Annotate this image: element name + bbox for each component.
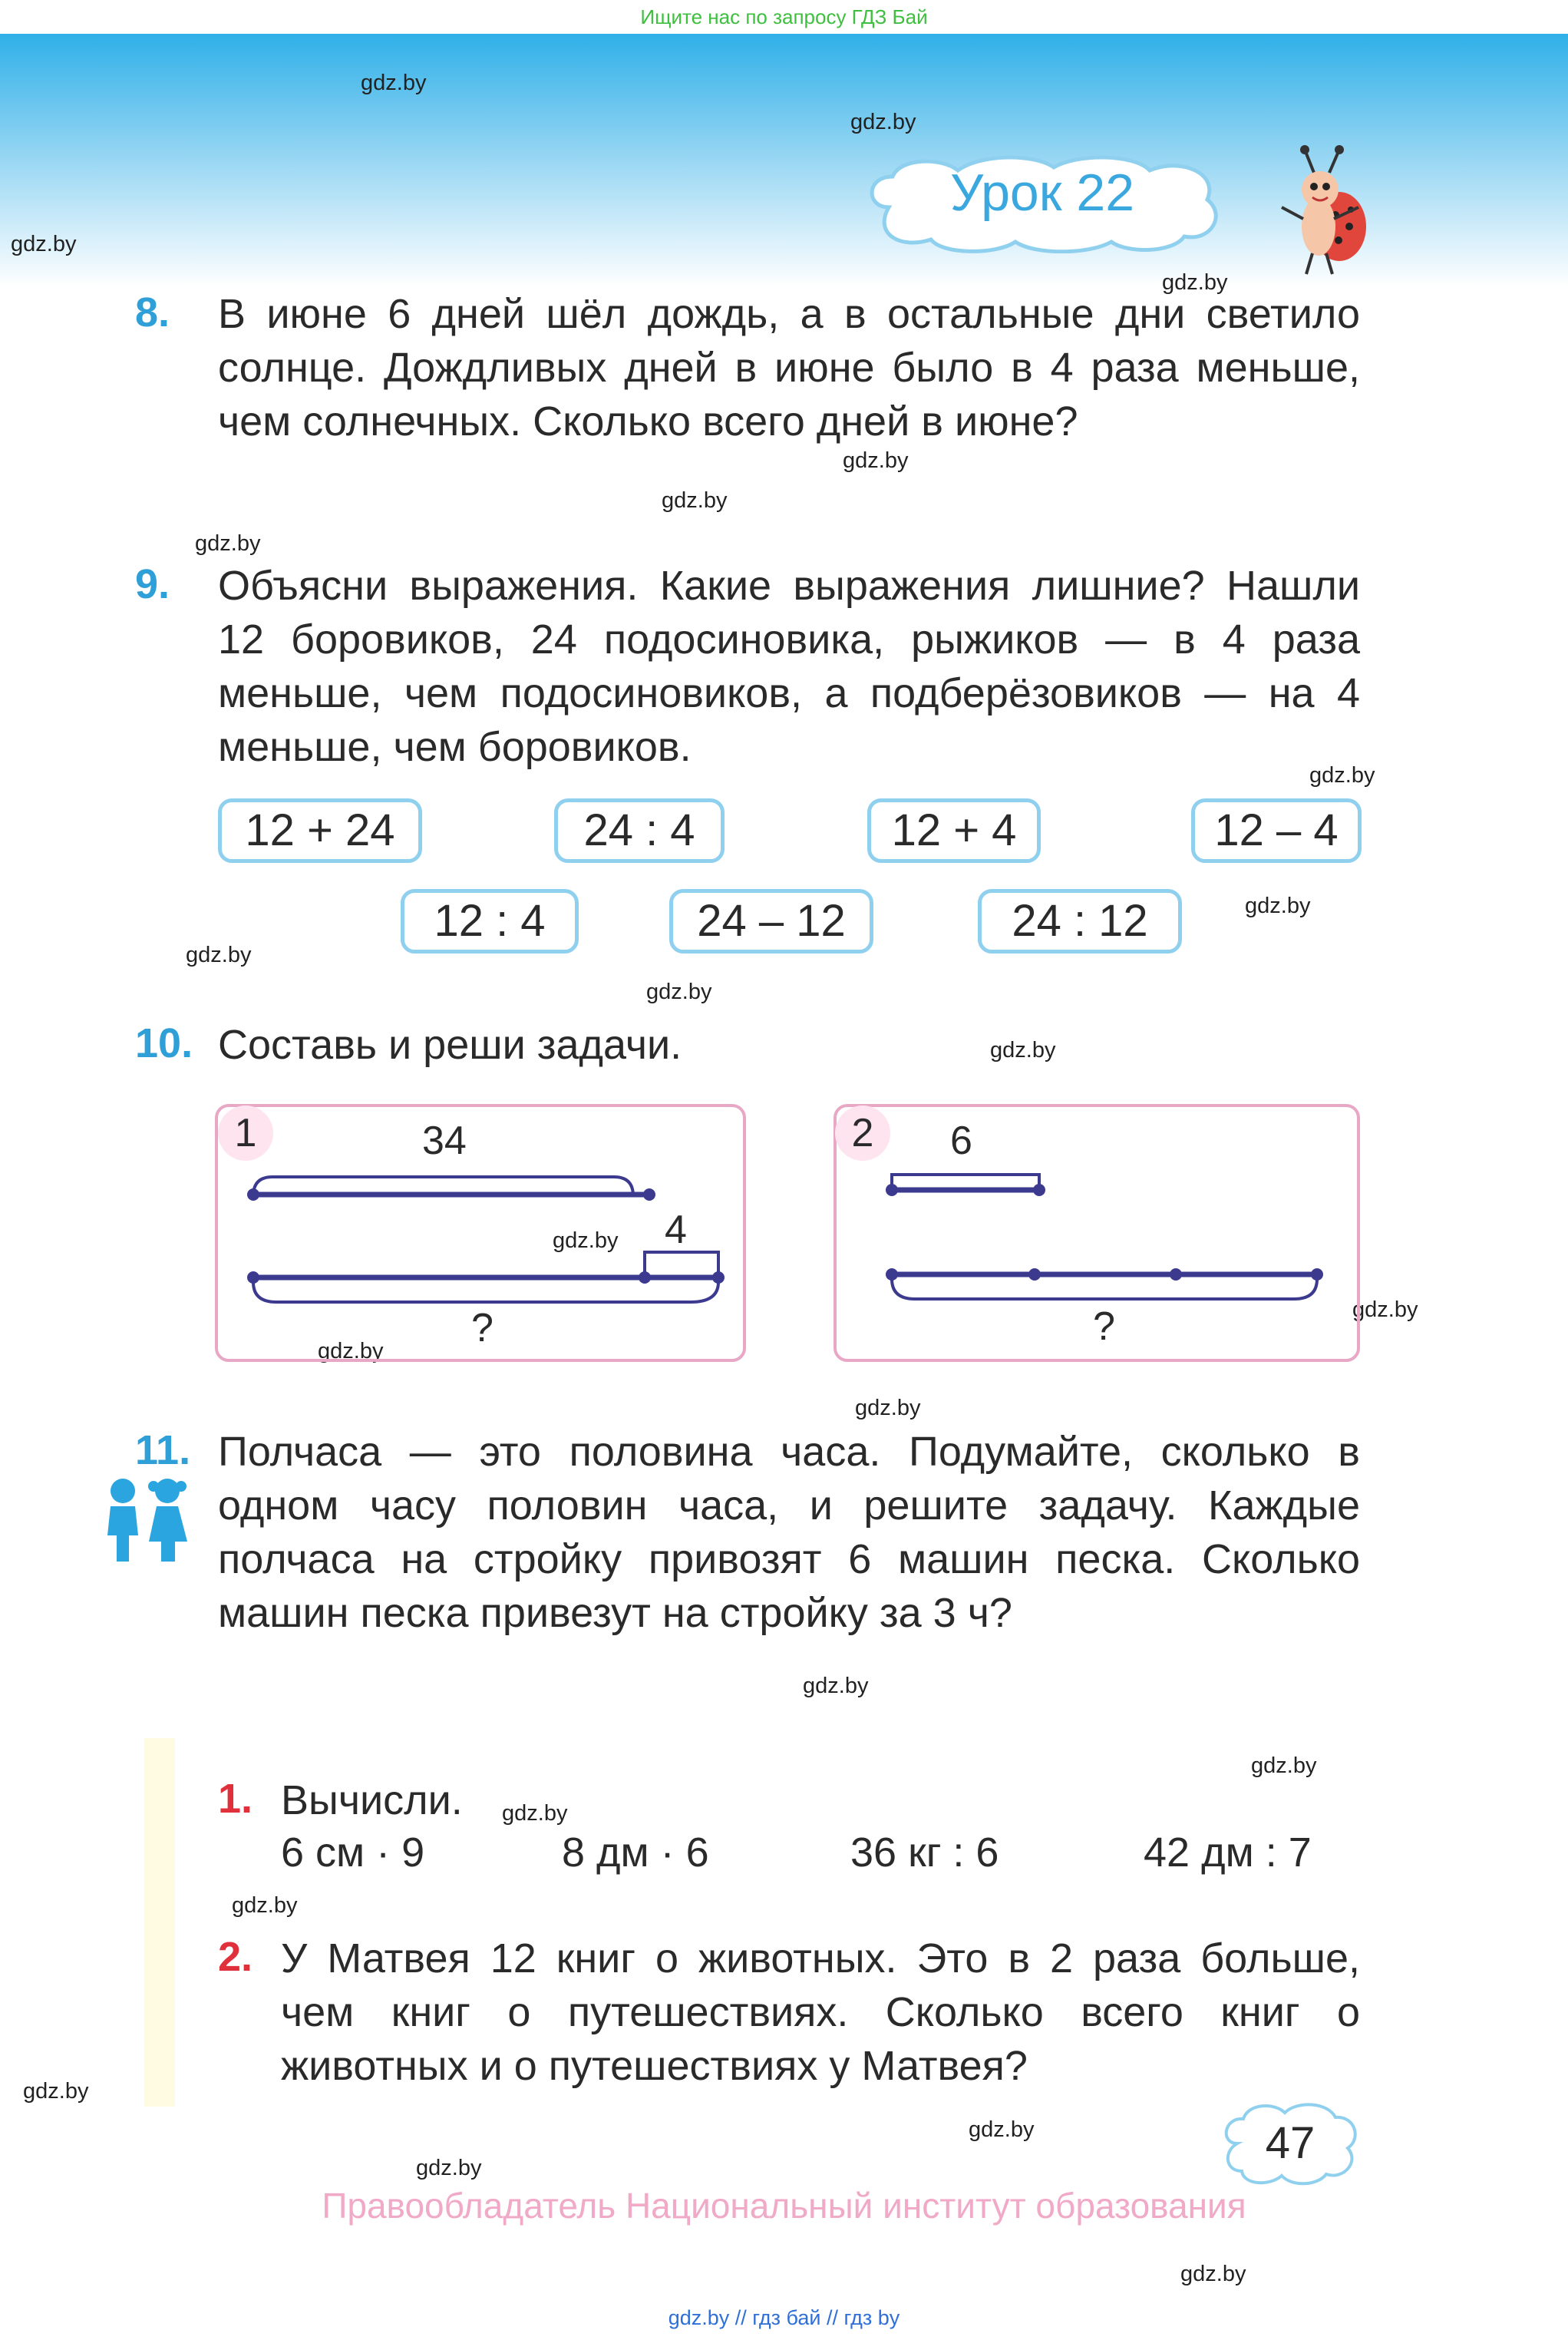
- bottom-links[interactable]: gdz.by // гдз бай // гдз by: [668, 2306, 900, 2329]
- watermark[interactable]: gdz.by: [195, 531, 261, 556]
- task-10-text: Составь и реши задачи.: [218, 1022, 682, 1068]
- watermark[interactable]: gdz.by: [990, 1038, 1056, 1063]
- calc-item: 8 дм · 6: [562, 1829, 709, 1876]
- expression-box: 12 – 4: [1191, 798, 1362, 863]
- task-11-text: Полчаса — это половина часа. Подумайте, сколько в одном часу половин часа, и решите задачу. Каждые полчаса на стройку привозят 6 машин песка. Сколько машин песка привезут на стройку за 3 ч?: [218, 1429, 1360, 1636]
- watermark[interactable]: gdz.by: [850, 110, 916, 134]
- watermark[interactable]: gdz.by: [186, 943, 252, 967]
- diagram-2-number: 2: [835, 1106, 890, 1161]
- kids-pair-icon: [98, 1474, 193, 1563]
- watermark[interactable]: gdz.by: [803, 1674, 869, 1698]
- diagram-1-number: 1: [218, 1106, 273, 1161]
- diagram-2-segments: [834, 1104, 1360, 1362]
- watermark[interactable]: gdz.by: [662, 488, 728, 513]
- expression-box: 12 : 4: [401, 889, 579, 954]
- watermark[interactable]: gdz.by: [1352, 1297, 1418, 1322]
- expression-box: 24 : 12: [978, 889, 1182, 954]
- watermark[interactable]: gdz.by: [318, 1339, 384, 1363]
- watermark[interactable]: gdz.by: [969, 2117, 1035, 2142]
- calc-item: 36 кг : 6: [850, 1829, 999, 1876]
- top-banner[interactable]: Ищите нас по запросу ГДЗ Бай: [0, 0, 1568, 34]
- diagram-1-small-label: 4: [665, 1208, 687, 1252]
- diagram-2-question: ?: [1093, 1304, 1115, 1349]
- watermark[interactable]: gdz.by: [843, 448, 909, 473]
- diagram-1-segments: [215, 1104, 746, 1362]
- watermark[interactable]: gdz.by: [1162, 270, 1228, 295]
- watermark[interactable]: gdz.by: [553, 1228, 619, 1253]
- diagram-2-top-label: 6: [950, 1119, 972, 1163]
- watermark[interactable]: gdz.by: [1245, 894, 1311, 918]
- expression-box: 12 + 24: [218, 798, 422, 863]
- watermark[interactable]: gdz.by: [1251, 1753, 1317, 1778]
- page-number: 47: [1265, 2118, 1315, 2168]
- task-8-number: 8.: [135, 289, 170, 335]
- ladybug-icon: [1274, 142, 1374, 280]
- watermark[interactable]: gdz.by: [855, 1396, 921, 1420]
- review-2-text: У Матвея 12 книг о животных. Это в 2 раза больше, чем книг о путешествиях. Сколько всего книг о животных и о путешествиях у Матвея?: [281, 1935, 1360, 2089]
- watermark[interactable]: gdz.by: [1309, 763, 1375, 788]
- task-11-number: 11.: [135, 1427, 191, 1473]
- expression-box: 24 – 12: [669, 889, 873, 954]
- watermark[interactable]: gdz.by: [11, 232, 77, 256]
- watermark[interactable]: gdz.by: [361, 71, 427, 95]
- expression-box: 24 : 4: [554, 798, 725, 863]
- task-8-text: В июне 6 дней шёл дождь, а в остальные дни светило солнце. Дождливых дней в июне было в 4 раза меньше, чем солнечных. Сколько всего дней в июне?: [218, 291, 1360, 445]
- task-9-text: Объясни выражения. Какие выражения лишние? Нашли 12 боровиков, 24 подосиновика, рыжиков — в 4 раза меньше, чем подосиновиков, а подберёзовиков — на 4 меньше, чем боровиков.: [218, 563, 1360, 770]
- task-10-number: 10.: [135, 1020, 193, 1066]
- expression-box: 12 + 4: [867, 798, 1041, 863]
- lesson-title: Урок 22: [949, 164, 1135, 222]
- watermark[interactable]: gdz.by: [1180, 2262, 1246, 2286]
- review-1-number: 1.: [218, 1776, 253, 1822]
- watermark[interactable]: gdz.by: [502, 1801, 568, 1826]
- review-2-number: 2.: [218, 1934, 253, 1980]
- diagram-1-question: ?: [471, 1306, 494, 1350]
- watermark[interactable]: gdz.by: [416, 2156, 482, 2180]
- review-1-text: Вычисли.: [281, 1777, 463, 1823]
- task-9-number: 9.: [135, 561, 170, 607]
- diagram-1-top-label: 34: [422, 1119, 467, 1163]
- calc-item: 42 дм : 7: [1144, 1829, 1312, 1876]
- copyright: Правообладатель Национальный институт образования: [322, 2186, 1246, 2226]
- watermark[interactable]: gdz.by: [646, 980, 712, 1004]
- watermark[interactable]: gdz.by: [232, 1893, 298, 1918]
- watermark[interactable]: gdz.by: [23, 2079, 89, 2104]
- calc-item: 6 см · 9: [281, 1829, 425, 1876]
